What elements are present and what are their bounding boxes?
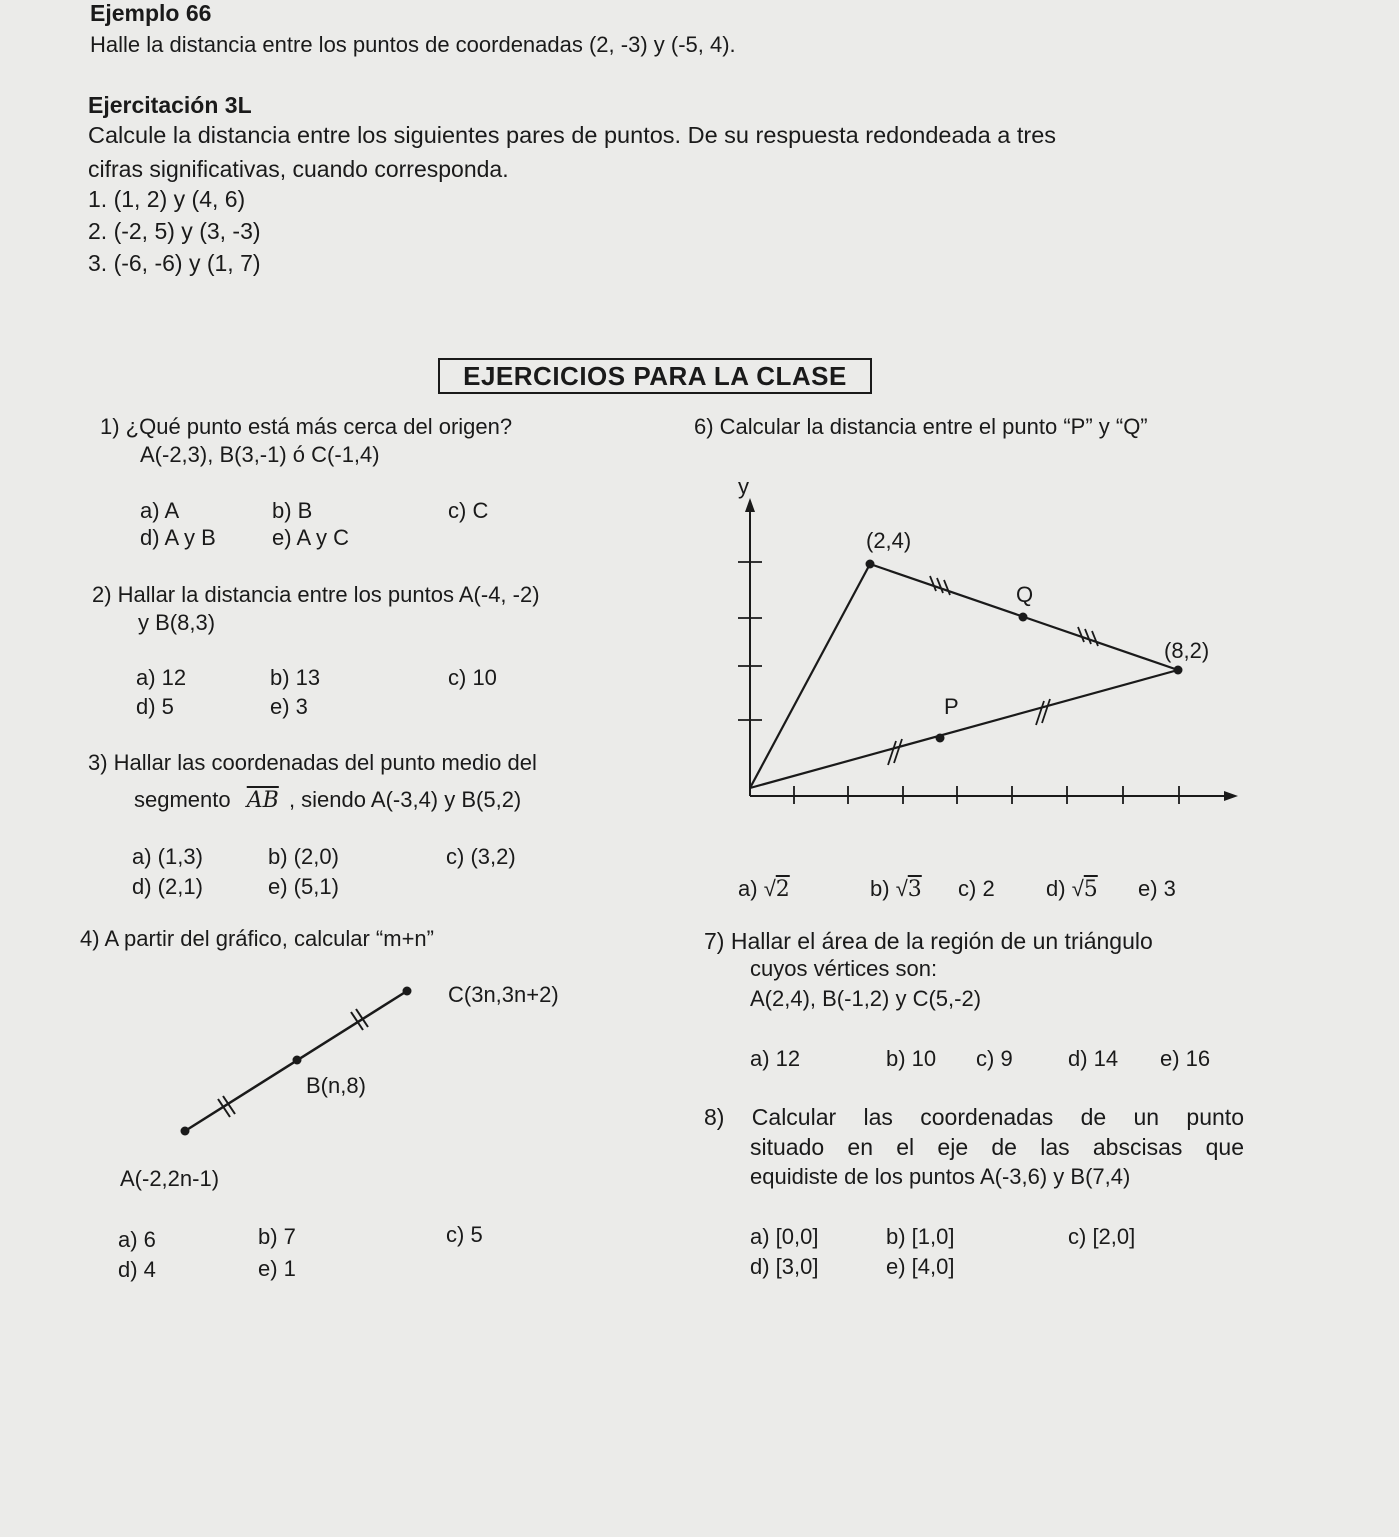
q6-label-top: (2,4) <box>866 528 912 553</box>
q8-statement-points: equidiste de los puntos A(-3,6) y B(7,4) <box>750 1164 1131 1189</box>
q1-points: A(-2,3), B(3,-1) ó C(-1,4) <box>140 442 380 467</box>
q3-segment-suffix: , siendo A(-3,4) y B(5,2) <box>288 787 522 812</box>
q8-option-d: d) [3,0] <box>750 1254 819 1279</box>
q6-point-q <box>1019 613 1028 622</box>
q6-graph <box>720 470 1260 815</box>
q3-option-e: e) (5,1) <box>268 874 339 899</box>
q4-segment-figure <box>170 975 430 1145</box>
q6-x-arrow <box>1224 791 1238 801</box>
q2-statement: 2) Hallar la distancia entre los puntos A(-4, -2) <box>92 582 540 607</box>
q1-option-a: a) A <box>140 498 180 523</box>
q6-tick-bottom-left <box>888 739 902 765</box>
ejemplo-title: Ejemplo 66 <box>90 0 212 26</box>
ejercitacion-line1: Calcule la distancia entre los siguientes pares de puntos. De su respuesta redondeada a tres <box>88 122 1057 148</box>
q2-option-b: b) 13 <box>270 665 321 690</box>
q4-point-b <box>293 1056 302 1065</box>
q6-side-left <box>750 564 870 788</box>
q4-statement: 4) A partir del gráfico, calcular “m+n” <box>80 926 434 951</box>
q6-statement: 6) Calcular la distancia entre el punto “P” y “Q” <box>694 414 1148 439</box>
q1-option-c: c) C <box>448 498 489 523</box>
q1-option-b: b) B <box>272 498 313 523</box>
q6-y-arrow <box>745 498 755 512</box>
q4-label-a: A(-2,2n-1) <box>120 1166 220 1191</box>
q8-option-e: e) [4,0] <box>886 1254 955 1279</box>
q8-statement: 8) Calcular las coordenadas de un punto <box>704 1104 1244 1130</box>
q6-tick-bottom-right <box>1036 699 1050 725</box>
q1-option-e: e) A y C <box>272 525 350 550</box>
q6-point-p <box>936 734 945 743</box>
q6-label-right: (8,2) <box>1164 638 1210 663</box>
q8-option-c: c) [2,0] <box>1068 1224 1136 1249</box>
q3-option-c: c) (3,2) <box>446 844 516 869</box>
q1-statement: 1) ¿Qué punto está más cerca del origen? <box>100 414 513 439</box>
q3-statement: 3) Hallar las coordenadas del punto medio del <box>88 750 537 775</box>
q2-statement-cont: y B(8,3) <box>138 610 216 635</box>
q4-option-a: a) 6 <box>118 1227 156 1252</box>
sqrt-symbol: √5 <box>1071 876 1098 902</box>
q4-tick-ab <box>218 1096 235 1117</box>
q6-option-b: b) √3 <box>870 876 922 902</box>
q3-option-b: b) (2,0) <box>268 844 339 869</box>
q4-option-e: e) 1 <box>258 1256 296 1281</box>
q7-statement-cont: cuyos vértices son: <box>750 956 938 981</box>
q4-point-a <box>181 1127 190 1136</box>
ejercitacion-title: Ejercitación 3L <box>88 92 252 118</box>
q3-statement-cont <box>134 787 521 813</box>
q6-label-p: P <box>944 694 959 719</box>
q6-option-c: c) 2 <box>958 876 995 901</box>
q7-option-c: c) 9 <box>976 1046 1013 1071</box>
q2-option-e: e) 3 <box>270 694 308 719</box>
ejercitacion-item: 3. (-6, -6) y (1, 7) <box>88 250 261 276</box>
q4-option-c: c) 5 <box>446 1222 483 1247</box>
q7-option-d: d) 14 <box>1068 1046 1119 1071</box>
q4-option-b: b) 7 <box>258 1224 296 1249</box>
q8-option-b: b) [1,0] <box>886 1224 955 1249</box>
q4-label-b: B(n,8) <box>306 1073 366 1098</box>
q7-statement: 7) Hallar el área de la región de un triángulo <box>704 928 1153 954</box>
q6-option-a: a) √2 <box>738 876 790 902</box>
q7-vertices: A(2,4), B(-1,2) y C(5,-2) <box>750 986 982 1011</box>
q3-segment-ab: $\overline{AB}$ <box>246 788 279 813</box>
q6-tick-top-left <box>930 576 950 595</box>
q7-option-a: a) 12 <box>750 1046 801 1071</box>
ejercitacion-item: 2. (-2, 5) y (3, -3) <box>88 218 261 244</box>
q8-option-a: a) [0,0] <box>750 1224 819 1249</box>
q2-option-c: c) 10 <box>448 665 497 690</box>
q2-option-d: d) 5 <box>136 694 174 719</box>
q1-option-d: d) A y B <box>140 525 216 550</box>
sqrt-symbol: √2 <box>763 876 790 902</box>
section-banner: EJERCICIOS PARA LA CLASE <box>438 358 872 394</box>
q6-point-top <box>866 560 875 569</box>
q6-y-label: y <box>738 474 749 499</box>
sqrt-symbol: √3 <box>895 876 922 902</box>
q8-statement-cont: situado en el eje de las abscisas que <box>750 1134 1244 1160</box>
ejercitacion-line2: cifras significativas, cuando corresponda. <box>88 156 509 182</box>
q3-option-d: d) (2,1) <box>132 874 203 899</box>
q4-label-c: C(3n,3n+2) <box>448 982 559 1007</box>
q4-option-d: d) 4 <box>118 1257 156 1282</box>
q3-segment-prefix: segmento <box>134 787 231 812</box>
ejemplo-text: Halle la distancia entre los puntos de coordenadas (2, -3) y (-5, 4). <box>90 32 736 57</box>
q6-point-right <box>1174 666 1183 675</box>
q7-option-b: b) 10 <box>886 1046 937 1071</box>
q4-point-c <box>403 987 412 996</box>
q6-label-q: Q <box>1016 582 1034 607</box>
q6-tick-top-right <box>1078 627 1098 646</box>
q6-option-d: d) √5 <box>1046 876 1098 902</box>
q3-option-a: a) (1,3) <box>132 844 203 869</box>
q2-option-a: a) 12 <box>136 665 187 690</box>
q6-option-e: e) 3 <box>1138 876 1176 901</box>
q7-option-e: e) 16 <box>1160 1046 1211 1071</box>
ejercitacion-item: 1. (1, 2) y (4, 6) <box>88 186 246 212</box>
q6-side-bottom <box>750 670 1178 788</box>
